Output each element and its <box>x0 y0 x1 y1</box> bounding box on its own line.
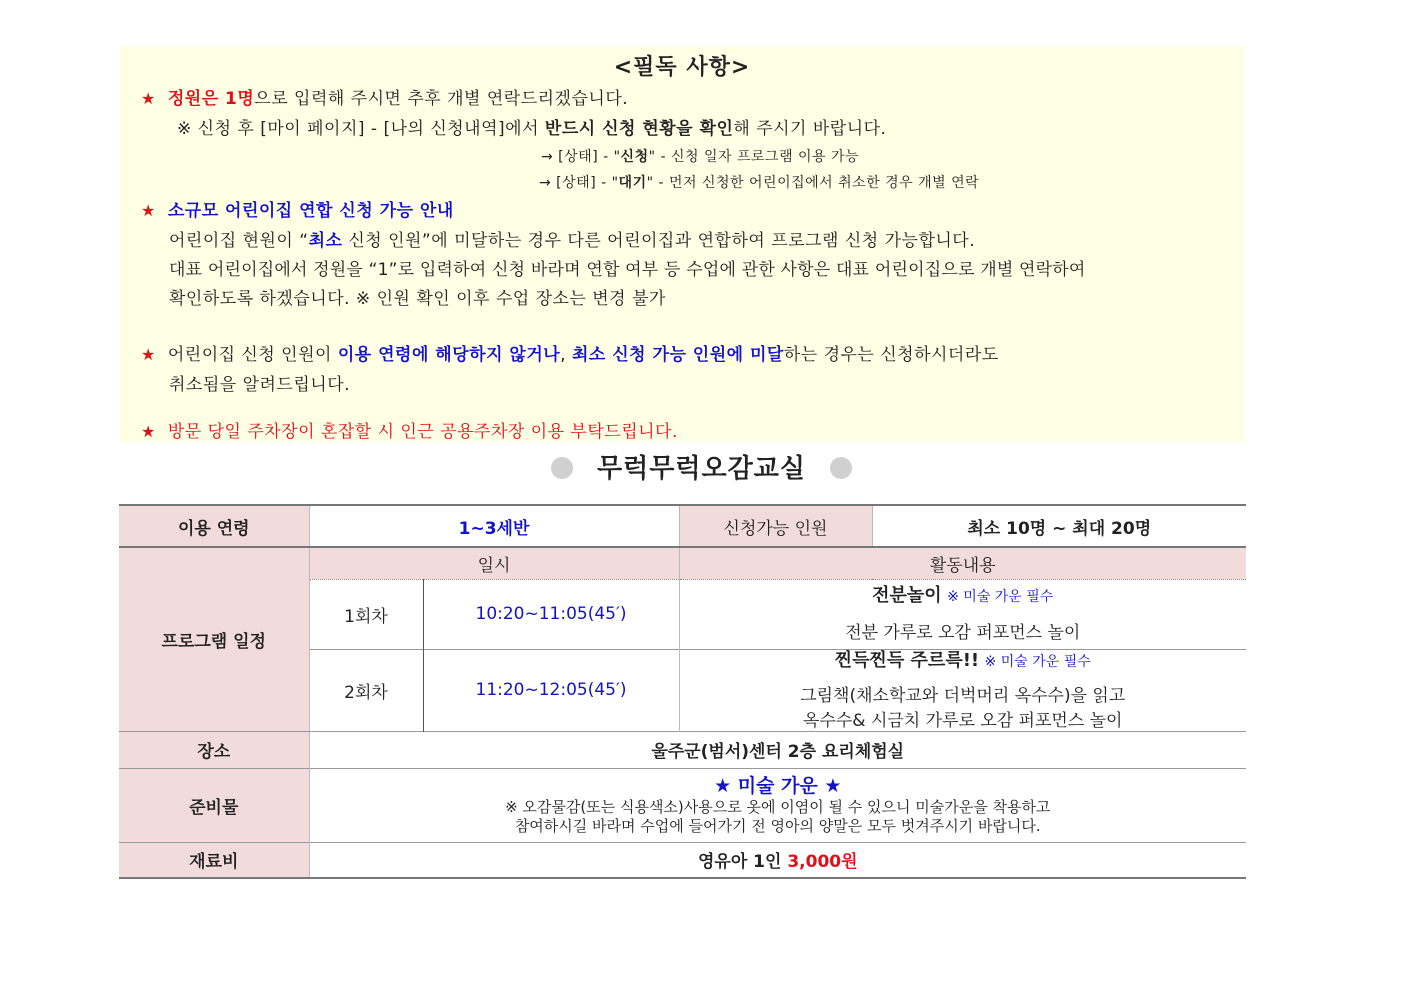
notice-line-union-title: ★ 소규모 어린이집 연합 신청 가능 안내 <box>141 201 454 221</box>
notice-line-cancel-2: 취소됨을 알려드립니다. <box>169 375 351 395</box>
session-1-title: 전분놀이 <box>872 585 942 606</box>
fee-value: 영유아 1인 3,000원 <box>697 852 858 873</box>
star-icon: ★ <box>141 201 156 220</box>
notice-line-cancel-1: ★ 어린이집 신청 인원이 이용 연령에 해당하지 않거나, 최소 신청 가능 인원에 미달하는 경우는 신청하시더라도 <box>141 345 999 365</box>
preparation-note-1: ※ 오감물감(또는 식용색소)사용으로 옷에 이염이 될 수 있으니 미술가운을 착용하고 <box>505 798 1051 816</box>
table-row-age <box>119 505 1246 547</box>
session-2-activity <box>679 649 1246 731</box>
capacity-value: 최소 10명 ~ 최대 20명 <box>967 518 1152 539</box>
session-2-time: 11:20~12:05(45′) <box>423 649 679 731</box>
notice-line-union-1: 어린이집 현원이 “최소 신청 인원”에 미달하는 경우 다른 어린이집과 연합하여 프로그램 신청 가능합니다. <box>169 231 976 251</box>
session-1-note: ※ 미술 가운 필수 <box>947 589 1054 605</box>
session-2-desc-2: 옥수수& 시금치 가루로 오감 퍼포먼스 놀이 <box>803 710 1123 731</box>
notice-line-status-wait: → [상태] - "대기" - 먼저 신청한 어린이집에서 취소한 경우 개별 연락 <box>539 175 980 191</box>
table-row-place <box>119 731 1246 768</box>
notice-line-capacity: ★ 정원은 1명으로 입력해 주시면 추후 개별 연락드리겠습니다. <box>141 89 629 109</box>
notice-box <box>119 46 1245 442</box>
place-label: 장소 <box>119 731 309 768</box>
col-datetime: 일시 <box>309 547 679 579</box>
program-title: 무럭무럭오감교실 <box>0 448 1403 485</box>
table-row-fee <box>119 842 1246 878</box>
notice-line-parking: ★ 방문 당일 주차장이 혼잡할 시 인근 공용주차장 이용 부탁드립니다. <box>141 422 678 442</box>
bullet-dot-icon <box>830 457 852 479</box>
session-1-desc: 전분 가루로 오감 퍼포먼스 놀이 <box>845 623 1081 643</box>
notice-line-mypage: ※ 신청 후 [마이 페이지] - [나의 신청내역]에서 반드시 신청 현황을 확인해 주시기 바랍니다. <box>177 119 887 139</box>
bullet-dot-icon <box>551 457 573 479</box>
fee-label: 재료비 <box>119 842 309 878</box>
age-value: 1~3세반 <box>309 505 679 547</box>
notice-heading: <필독 사항> <box>613 55 751 80</box>
session-1-number: 1회차 <box>309 579 423 649</box>
session-2-note: ※ 미술 가운 필수 <box>984 653 1091 670</box>
col-activity: 활동내용 <box>679 547 1246 579</box>
session-2-title: 찐득찐득 주르륵!! <box>834 649 980 671</box>
program-table <box>119 504 1246 879</box>
session-2-desc-1: 그림책(채소학교와 더벅머리 옥수수)을 읽고 <box>800 685 1126 706</box>
notice-line-union-2: 대표 어린이집에서 정원을 “1”로 입력하여 신청 바라며 연합 여부 등 수업에 관한 사항은 대표 어린이집으로 개별 연락하여 <box>169 260 1086 280</box>
preparation-title: ★ 미술 가운 ★ <box>714 775 842 797</box>
notice-line-union-3: 확인하도록 하겠습니다. ※ 인원 확인 이후 수업 장소는 변경 불가 <box>169 289 666 309</box>
preparation-label: 준비물 <box>119 768 309 842</box>
star-icon: ★ <box>141 89 156 108</box>
age-label: 이용 연령 <box>119 505 309 547</box>
table-row-schedule-header <box>119 547 1246 579</box>
session-2-number: 2회차 <box>309 649 423 731</box>
capacity-label: 신청가능 인원 <box>679 505 872 547</box>
preparation-note-2: 참여하시길 바라며 수업에 들어가기 전 영아의 양말은 모두 벗겨주시기 바랍니다. <box>514 817 1041 835</box>
fee-amount: 3,000원 <box>787 852 858 873</box>
preparation-value <box>309 768 1246 842</box>
notice-line-status-apply: → [상태] - "신청" - 신청 일자 프로그램 이용 가능 <box>541 149 860 165</box>
star-icon: ★ <box>141 422 156 441</box>
star-icon: ★ <box>141 345 156 364</box>
schedule-label: 프로그램 일정 <box>119 547 309 731</box>
place-value: 울주군(범서)센터 2층 요리체험실 <box>651 742 905 762</box>
session-1-time: 10:20~11:05(45′) <box>423 579 679 649</box>
session-1-activity <box>679 579 1246 649</box>
table-row-preparation <box>119 768 1246 842</box>
